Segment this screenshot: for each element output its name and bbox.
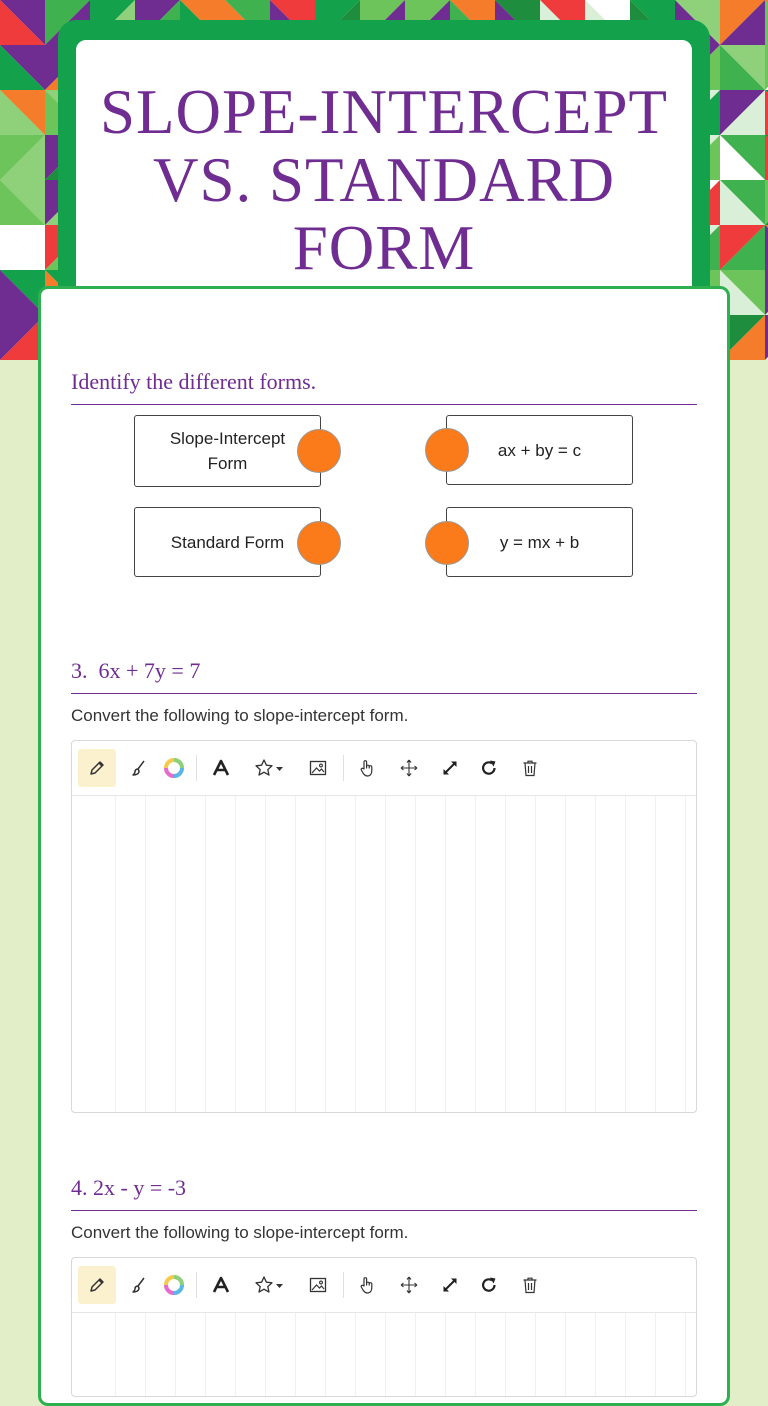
match-left-connector-2[interactable] (297, 521, 341, 565)
matching-title: Identify the different forms. (71, 368, 697, 405)
expand-icon[interactable] (431, 1266, 469, 1304)
page-title: SLOPE-INTERCEPT VS. STANDARD FORM (99, 77, 668, 283)
pencil-icon[interactable] (78, 1266, 116, 1304)
trash-icon[interactable] (511, 749, 549, 787)
match-right-label: ax + by = c (497, 440, 582, 460)
text-icon[interactable] (202, 1266, 240, 1304)
match-right-connector-2[interactable] (425, 521, 469, 565)
drawing-area-q4 (71, 1257, 697, 1397)
move-icon[interactable] (390, 749, 428, 787)
match-right-connector-1[interactable] (425, 428, 469, 472)
question-3-title: 3. 6x + 7y = 7 (71, 657, 697, 694)
drawing-area-q3 (71, 740, 697, 1113)
question-4-title: 4. 2x - y = -3 (71, 1174, 697, 1211)
match-right-item-2[interactable] (446, 507, 633, 577)
question-4-instruction: Convert the following to slope-intercept form. (71, 1223, 409, 1242)
match-left-label: Standard Form (170, 532, 285, 552)
color-wheel-icon[interactable] (155, 749, 193, 787)
match-right-item-1[interactable] (446, 415, 633, 485)
image-icon[interactable] (299, 1266, 337, 1304)
star-icon[interactable] (250, 749, 292, 787)
hand-icon[interactable] (348, 1266, 386, 1304)
drawing-toolbar (72, 1258, 696, 1313)
match-left-item-2[interactable] (134, 507, 321, 577)
brush-icon[interactable] (120, 749, 158, 787)
hand-icon[interactable] (348, 749, 386, 787)
image-icon[interactable] (299, 749, 337, 787)
brush-icon[interactable] (120, 1266, 158, 1304)
match-right-label: y = mx + b (499, 532, 580, 552)
trash-icon[interactable] (511, 1266, 549, 1304)
redo-icon[interactable] (470, 1266, 508, 1304)
pencil-icon[interactable] (78, 749, 116, 787)
move-icon[interactable] (390, 1266, 428, 1304)
drawing-canvas[interactable] (72, 796, 696, 1112)
color-wheel-icon[interactable] (155, 1266, 193, 1304)
match-left-label: Slope-Intercept Form (169, 429, 286, 473)
match-left-connector-1[interactable] (297, 429, 341, 473)
match-left-item-1[interactable] (134, 415, 321, 487)
drawing-toolbar (72, 741, 696, 796)
drawing-canvas[interactable] (72, 1313, 696, 1396)
redo-icon[interactable] (470, 749, 508, 787)
text-icon[interactable] (202, 749, 240, 787)
expand-icon[interactable] (431, 749, 469, 787)
star-icon[interactable] (250, 1266, 292, 1304)
question-3-instruction: Convert the following to slope-intercept form. (71, 706, 409, 725)
title-panel (74, 38, 694, 308)
